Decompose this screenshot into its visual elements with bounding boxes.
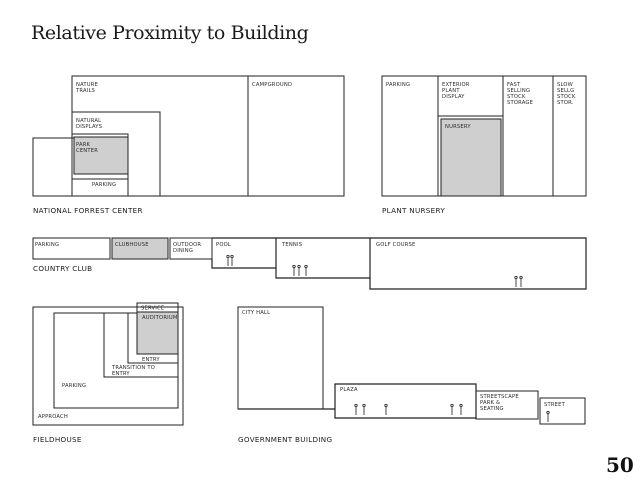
campground-zone bbox=[248, 76, 344, 196]
auditorium-label: AUDITORIUM bbox=[142, 315, 178, 321]
service-label: SERVICE bbox=[141, 305, 165, 312]
nursery-label: NURSERY bbox=[445, 124, 471, 130]
city-hall-zone bbox=[238, 307, 323, 409]
country-club-diagram bbox=[33, 238, 586, 289]
plant-nursery-diagram bbox=[382, 76, 586, 215]
country-club-caption: COUNTRY CLUB bbox=[33, 264, 93, 273]
natural-displays-label: NATURAL DISPLAYS bbox=[76, 118, 103, 130]
approach-label: APPROACH bbox=[38, 414, 68, 420]
parking-label: PARKING bbox=[92, 182, 117, 188]
national-forest-caption: NATIONAL FORREST CENTER bbox=[33, 206, 143, 215]
campground-label: CAMPGROUND bbox=[252, 82, 293, 88]
government-building-diagram bbox=[238, 307, 585, 444]
national-forest-center-diagram bbox=[33, 76, 344, 215]
plaza-label: PLAZA bbox=[340, 387, 358, 393]
fieldhouse-caption: FIELDHOUSE bbox=[33, 435, 82, 444]
parking-label: PARKING bbox=[62, 383, 87, 389]
streetscape-label: STREETSCAPE PARK & SEATING bbox=[480, 394, 519, 412]
clubhouse-label: CLUBHOUSE bbox=[115, 242, 149, 248]
page-number: 50 bbox=[606, 453, 634, 477]
fieldhouse-diagram bbox=[33, 303, 183, 444]
entry-label: ENTRY bbox=[142, 357, 160, 363]
nature-trails-label: NATURE TRAILS bbox=[76, 82, 99, 94]
exterior-display-label: EXTERIOR PLANT DISPLAY bbox=[442, 82, 470, 100]
fast-selling-label: FAST SELLING STOCK STORAGE bbox=[507, 82, 534, 106]
people-figures bbox=[227, 255, 522, 287]
parking-label: PARKING bbox=[386, 82, 411, 88]
transition-label: TRANSITION TO ENTRY bbox=[112, 365, 155, 377]
slow-selling-label: SLOW SELLG STOCK STOR. bbox=[557, 82, 576, 106]
nursery-zone bbox=[441, 119, 501, 196]
government-building-caption: GOVERNMENT BUILDING bbox=[238, 435, 333, 444]
city-hall-label: CITY HALL bbox=[242, 310, 271, 316]
golf-course-label: GOLF COURSE bbox=[376, 242, 416, 248]
street-label: STREET bbox=[544, 402, 565, 408]
pool-label: POOL bbox=[216, 242, 231, 248]
outdoor-dining-label: OUTDOOR DINING bbox=[173, 242, 202, 254]
plant-nursery-caption: PLANT NURSERY bbox=[382, 206, 446, 215]
parking-label: PARKING bbox=[35, 242, 60, 248]
park-center-label: PARK CENTER bbox=[76, 142, 99, 154]
tennis-label: TENNIS bbox=[282, 242, 303, 248]
page-title: Relative Proximity to Building bbox=[31, 22, 309, 44]
